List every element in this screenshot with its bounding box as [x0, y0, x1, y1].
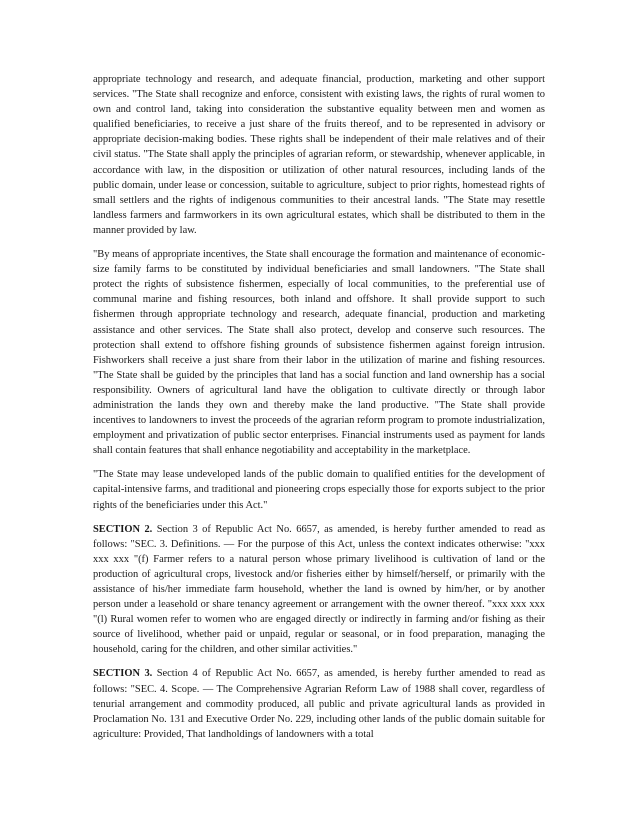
section-2-text: Section 3 of Republic Act No. 6657, as amended, is hereby further amended to read as follows: "SEC. 3. Definitions. — For the purpose of this Act, unless the context indicates otherwise: "xxx xxx xxx "(f) Farmer refers to a natural person whose primary livelihood is cultivation of land or the production of agricultural crops, livestock and/or fisheries either by himself/herself, or primarily with the assistance of his/her immediate farm household, whether the land is owned by him/her, or by another person under a leasehold or share tenancy agreement or arrangement with the owner thereof. "xxx xxx xxx "(l) Rural women refer to women who are engaged directly or indirectly in farming and/or fishing as their source of livelihood, whether paid or unpaid, regular or seasonal, or in food preparation, managing the household, caring for the children, and other similar activities." — [93, 523, 546, 656]
paragraph-section-2 — [93, 522, 545, 658]
section-2-heading: SECTION 2. — [93, 523, 153, 535]
paragraph-family-farms-fishermen — [93, 247, 545, 458]
section-3-text: Section 4 of Republic Act No. 6657, as amended, is hereby further amended to read as follows: "SEC. 4. Scope. — The Comprehensive Agrarian Reform Law of 1988 shall cover, regardless of tenurial arrangement and commodity produced, all public and private agricultural lands as provided in Proclamation No. 131 and Executive Order No. 229, including other lands of the public domain suitable for agriculture: Provided, That landholdings of landowners with a total — [93, 668, 546, 740]
paragraph-rural-women-rights — [93, 72, 545, 238]
paragraph-lease-undeveloped-lands — [93, 467, 545, 512]
paragraph-text: appropriate technology and research, and adequate financial, production, marketing and other support services. "The State shall recognize and enforce, consistent with existing laws, the rights of rural women to own and control land, taking into consideration the substantive equality between men and women as qualified beneficiaries, to receive a just share of the fruits thereof, and to be represented in advisory or appropriate decision-making bodies. These rights shall be independent of their male relatives and of their civil status. "The State shall apply the principles of agrarian reform, or stewardship, whenever applicable, in accordance with law, in the disposition or utilization of other natural resources, including lands of the public domain, under lease or concession, suitable to agriculture, subject to prior rights, homestead rights of small settlers and the rights of indigenous communities to their ancestral lands. "The State may resettle landless farmers and farmworkers in its own agricultural estates, which shall be distributed to them in the manner provided by law. — [93, 74, 545, 236]
paragraph-section-3 — [93, 666, 545, 741]
paragraph-text: "By means of appropriate incentives, the State shall encourage the formation and maintenance of economic-size family farms to be constituted by individual beneficiaries and small landowners. "The State shall protect the rights of subsistence fishermen, especially of local communities, to the preferential use of communal marine and fishing resources, both inland and offshore. It shall provide support to such fishermen through appropriate technology and research, adequate financial, production and marketing assistance and other services. The State shall also protect, develop and conserve such resources. The protection shall extend to offshore fishing grounds of subsistence fishermen against foreign intrusion. Fishworkers shall receive a just share from their labor in the utilization of marine and fishing resources. "The State shall be guided by the principles that land has a social function and land ownership has a social responsibility. Owners of agricultural land have the obligation to cultivate directly or through labor administration the lands they own and thereby make the land productive. "The State shall provide incentives to landowners to invest the proceeds of the agrarian reform program to promote industrialization, employment and privatization of public sector enterprises. Financial instruments used as payment for lands shall contain features that shall enhance negotiability and acceptability in the marketplace. — [93, 249, 545, 457]
paragraph-text: "The State may lease undeveloped lands of the public domain to qualified entities for the development of capital-intensive farms, and traditional and pioneering crops especially those for exports subject to the prior rights of the beneficiaries under this Act." — [93, 469, 545, 511]
section-3-heading: SECTION 3. — [93, 668, 153, 680]
document-page — [93, 72, 545, 742]
